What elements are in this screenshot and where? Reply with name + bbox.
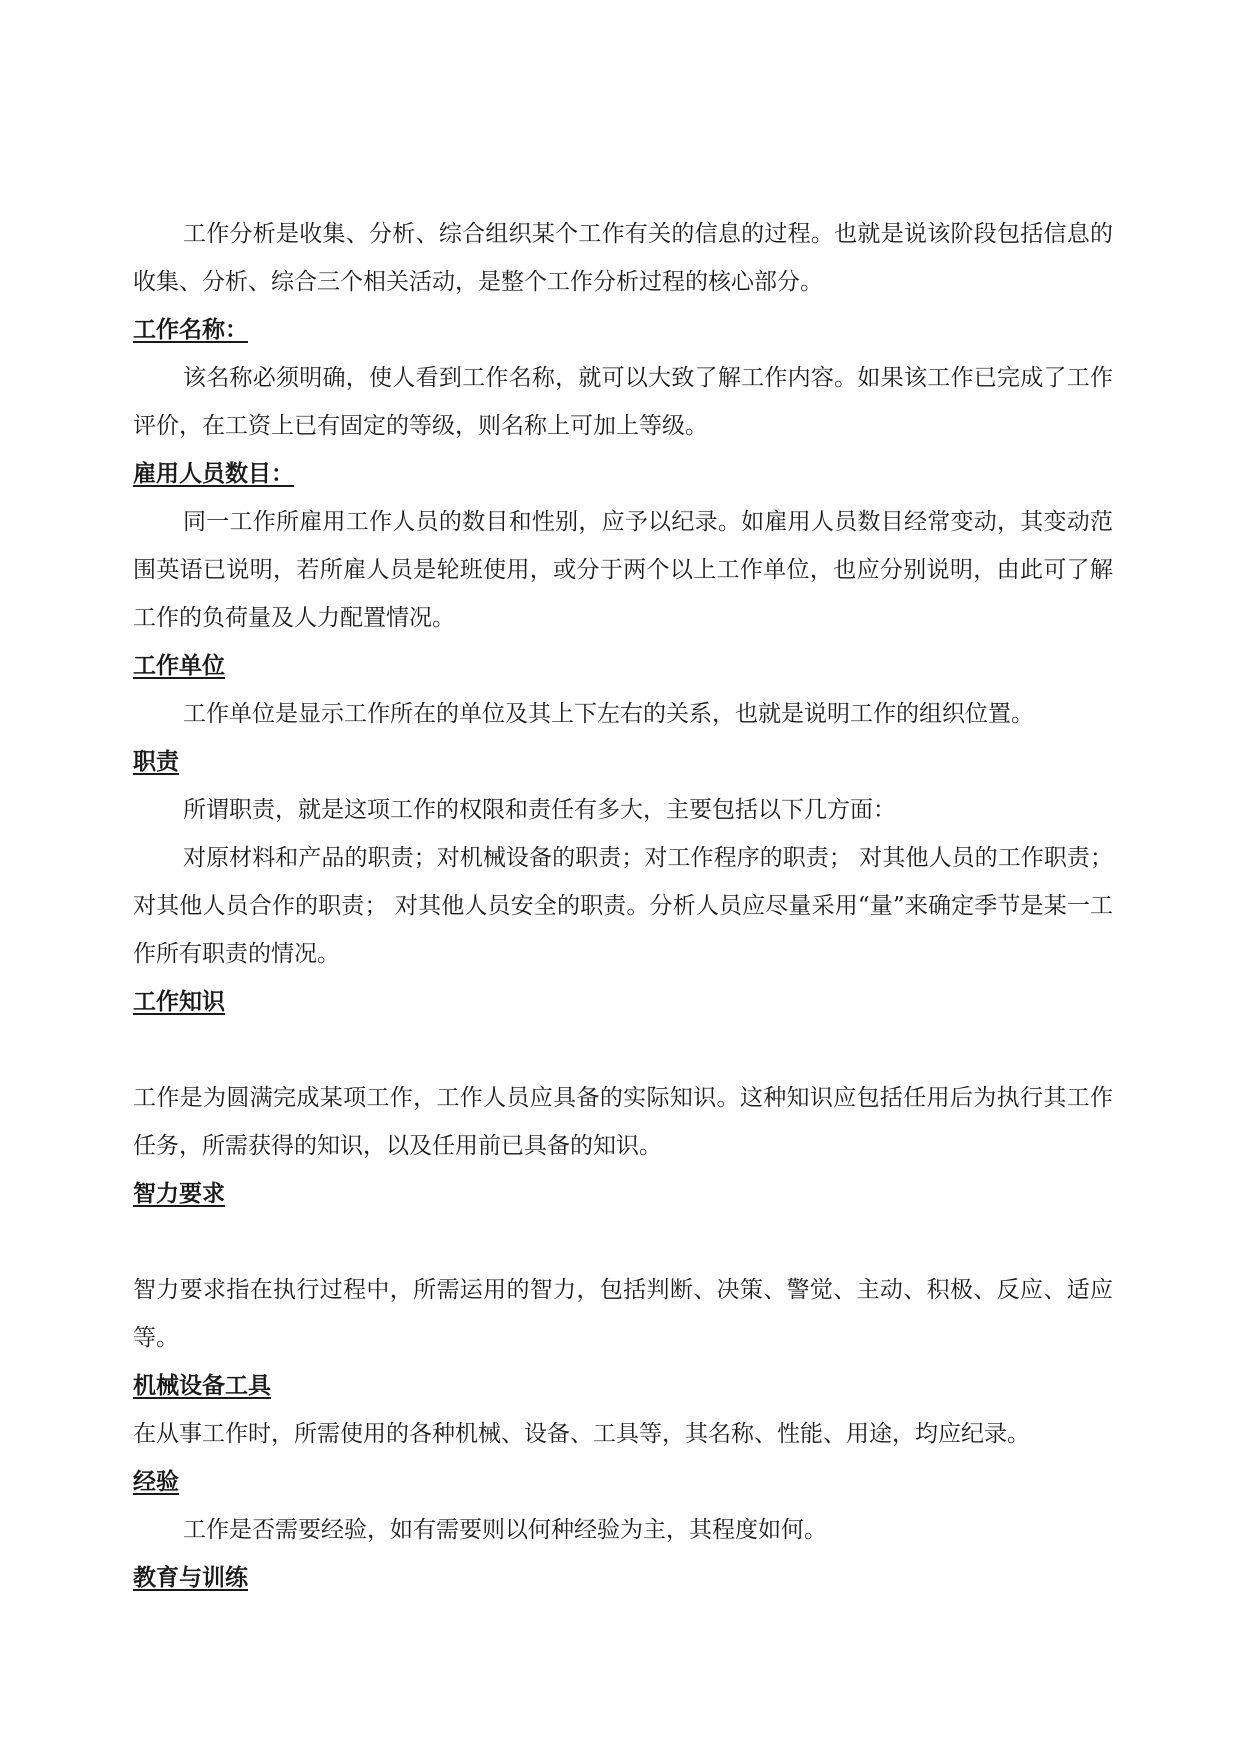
- spacer: [133, 1026, 1113, 1074]
- heading-education: 教育与训练: [133, 1564, 248, 1591]
- heading-experience: 经验: [133, 1468, 179, 1495]
- intro-paragraph: 工作分析是收集、分析、综合组织某个工作有关的信息的过程。也就是说该阶段包括信息的收集、分析、综合三个相关活动，是整个工作分析过程的核心部分。: [133, 221, 1113, 295]
- knowledge-paragraph: 工作是为圆满完成某项工作，工作人员应具备的实际知识。这种知识应包括任用后为执行其工作任务，所需获得的知识，以及任用前已具备的知识。: [133, 1085, 1113, 1159]
- duties-paragraph-1: 所谓职责，就是这项工作的权限和责任有多大，主要包括以下几方面：: [183, 797, 896, 823]
- document-page: [133, 210, 1113, 1602]
- job-title-paragraph: 该名称必须明确，使人看到工作名称，就可以大致了解工作内容。如果该工作已完成了工作评价，在工资上已有固定的等级，则名称上可加上等级。: [133, 365, 1113, 439]
- spacer: [133, 1218, 1113, 1266]
- work-unit-paragraph: 工作单位是显示工作所在的单位及其上下左右的关系，也就是说明工作的组织位置。: [183, 701, 1034, 727]
- duties-paragraph-2: 对原材料和产品的职责；对机械设备的职责；对工作程序的职责； 对其他人员的工作职责； 对其他人员合作的职责； 对其他人员安全的职责。分析人员应尽量采用“量”来确定季节是某一工作所有职责的情况。: [133, 845, 1113, 967]
- heading-job-title: 工作名称：: [133, 316, 248, 343]
- heading-knowledge: 工作知识: [133, 988, 225, 1015]
- experience-paragraph: 工作是否需要经验，如有需要则以何种经验为主，其程度如何。: [183, 1517, 827, 1543]
- heading-equipment: 机械设备工具: [133, 1372, 271, 1399]
- intellect-paragraph: 智力要求指在执行过程中，所需运用的智力，包括判断、决策、警觉、主动、积极、反应、适应等。: [133, 1277, 1113, 1351]
- heading-intellect: 智力要求: [133, 1180, 225, 1207]
- equipment-paragraph: 在从事工作时，所需使用的各种机械、设备、工具等，其名称、性能、用途，均应纪录。: [133, 1421, 1030, 1447]
- heading-duties: 职责: [133, 748, 179, 775]
- heading-work-unit: 工作单位: [133, 652, 225, 679]
- headcount-paragraph: 同一工作所雇用工作人员的数目和性别，应予以纪录。如雇用人员数目经常变动，其变动范围英语已说明，若所雇人员是轮班使用，或分于两个以上工作单位，也应分别说明，由此可了解工作的负荷量及人力配置情况。: [133, 509, 1113, 631]
- heading-headcount: 雇用人员数目：: [133, 460, 294, 487]
